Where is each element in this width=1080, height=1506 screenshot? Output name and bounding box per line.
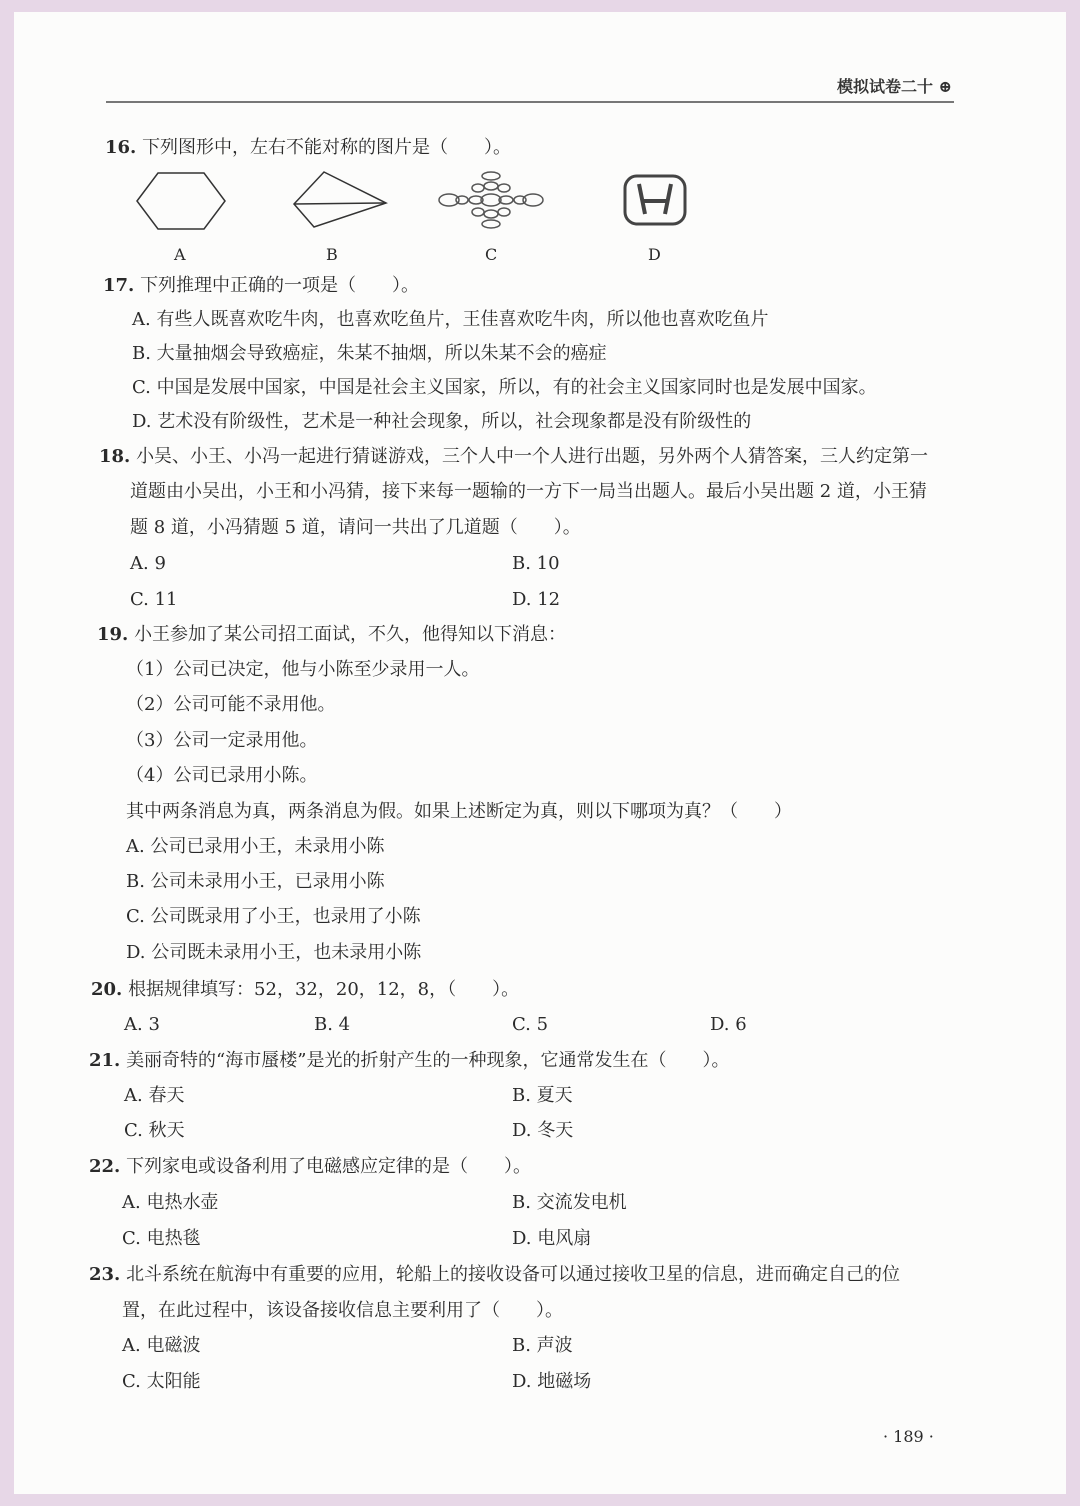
statement-4: （4）公司已录用小陈。 — [126, 765, 318, 786]
question-16 — [105, 137, 511, 159]
question-19 — [97, 624, 566, 646]
figure-label-b: B — [326, 245, 338, 264]
option-c: C. 秋天 — [124, 1120, 185, 1141]
option-d: D. 艺术没有阶级性，艺术是一种社会现象，所以，社会现象都是没有阶级性的 — [132, 411, 752, 432]
option-d: D. 地磁场 — [512, 1371, 592, 1392]
option-b: B. 4 — [314, 1014, 351, 1035]
header-rule — [106, 101, 954, 103]
question-number: 17. — [103, 275, 135, 296]
question-text: 下列图形中，左右不能对称的图片是（ ）。 — [142, 137, 512, 158]
option-d: D. 6 — [710, 1014, 747, 1035]
option-c: C. 中国是发展中国家，中国是社会主义国家，所以，有的社会主义国家同时也是发展中国家。 — [132, 377, 877, 398]
question-text: 小吴、小王、小冯一起进行猜谜游戏，三个人中一个人进行出题，另外两个人猜答案，三人约定第一 — [136, 446, 929, 467]
question-text: 美丽奇特的“海市蜃楼”是光的折射产生的一种现象，它通常发生在（ ）。 — [126, 1050, 730, 1071]
option-c: C. 太阳能 — [122, 1371, 201, 1392]
option-b: B. 大量抽烟会导致癌症，朱某不抽烟，所以朱某不会的癌症 — [132, 343, 607, 364]
question-number: 20. — [91, 979, 123, 1000]
statement-2: （2）公司可能不录用他。 — [126, 694, 336, 715]
hexagon-figure — [134, 170, 229, 232]
option-b: B. 公司未录用小王，已录用小陈 — [126, 871, 385, 892]
option-c: C. 11 — [130, 589, 178, 610]
option-c: C. 公司既录用了小王，也录用了小陈 — [126, 906, 421, 927]
option-a: A. 9 — [130, 553, 166, 574]
option-d: D. 公司既未录用小王，也未录用小陈 — [126, 942, 422, 963]
option-a: A. 公司已录用小王，未录用小陈 — [126, 836, 385, 857]
option-c: C. 5 — [512, 1014, 549, 1035]
question-number: 16. — [105, 137, 137, 158]
question-text: 置，在此过程中，该设备接收信息主要利用了（ ）。 — [122, 1300, 563, 1321]
page-number: · 189 · — [883, 1427, 934, 1446]
question-text: 下列家电或设备利用了电磁感应定律的是（ ）。 — [126, 1156, 532, 1177]
question-20 — [91, 979, 519, 1001]
running-header — [837, 74, 952, 97]
question-number: 21. — [89, 1050, 121, 1071]
figure-label-a: A — [174, 245, 186, 264]
option-d: D. 电风扇 — [512, 1228, 592, 1249]
option-b: B. 夏天 — [512, 1085, 573, 1106]
question-number: 18. — [99, 446, 131, 467]
option-d: D. 12 — [512, 589, 561, 610]
question-stem: 其中两条消息为真，两条消息为假。如果上述断定为真，则以下哪项为真？（ ） — [126, 801, 792, 822]
question-18 — [99, 446, 928, 468]
book-icon: ⊕ — [938, 77, 952, 96]
option-b: B. 声波 — [512, 1335, 573, 1356]
question-21 — [89, 1050, 729, 1072]
question-22 — [89, 1156, 531, 1178]
figure-label-c: C — [485, 245, 498, 264]
question-text: 北斗系统在航海中有重要的应用，轮船上的接收设备可以通过接收卫星的信息，进而确定自己的位 — [126, 1264, 901, 1285]
option-b: B. 交流发电机 — [512, 1192, 627, 1213]
question-text: 下列推理中正确的一项是（ ）。 — [140, 275, 420, 296]
kite-figure — [290, 170, 390, 232]
question-number: 19. — [97, 624, 129, 645]
question-number: 23. — [89, 1264, 121, 1285]
question-23 — [89, 1264, 900, 1286]
honda-logo-figure — [623, 174, 687, 226]
option-a: A. 电热水壶 — [122, 1192, 219, 1213]
option-a: A. 电磁波 — [122, 1335, 201, 1356]
question-17 — [103, 275, 419, 297]
question-text: 小王参加了某公司招工面试，不久，他得知以下消息： — [134, 624, 567, 645]
option-d: D. 冬天 — [512, 1120, 574, 1141]
option-a: A. 3 — [124, 1014, 160, 1035]
header-title: 模拟试卷二十 — [837, 77, 934, 96]
question-text: 根据规律填写：52，32，20，12，8，（ ）。 — [128, 979, 520, 1000]
statement-1: （1）公司已决定，他与小陈至少录用一人。 — [126, 659, 480, 680]
figure-label-d: D — [648, 245, 661, 264]
option-a: A. 春天 — [124, 1085, 185, 1106]
option-a: A. 有些人既喜欢吃牛肉，也喜欢吃鱼片，王佳喜欢吃牛肉，所以他也喜欢吃鱼片 — [132, 309, 769, 330]
option-b: B. 10 — [512, 553, 560, 574]
question-number: 22. — [89, 1156, 121, 1177]
statement-3: （3）公司一定录用他。 — [126, 730, 318, 751]
question-text: 道题由小吴出，小王和小冯猜，接下来每一题输的一方下一局当出题人。最后小吴出题 2 道，小王猜 — [130, 481, 927, 502]
question-text: 题 8 道，小冯猜题 5 道，请问一共出了几道题（ ）。 — [130, 517, 581, 538]
option-c: C. 电热毯 — [122, 1228, 201, 1249]
chinese-knot-figure — [436, 170, 546, 230]
